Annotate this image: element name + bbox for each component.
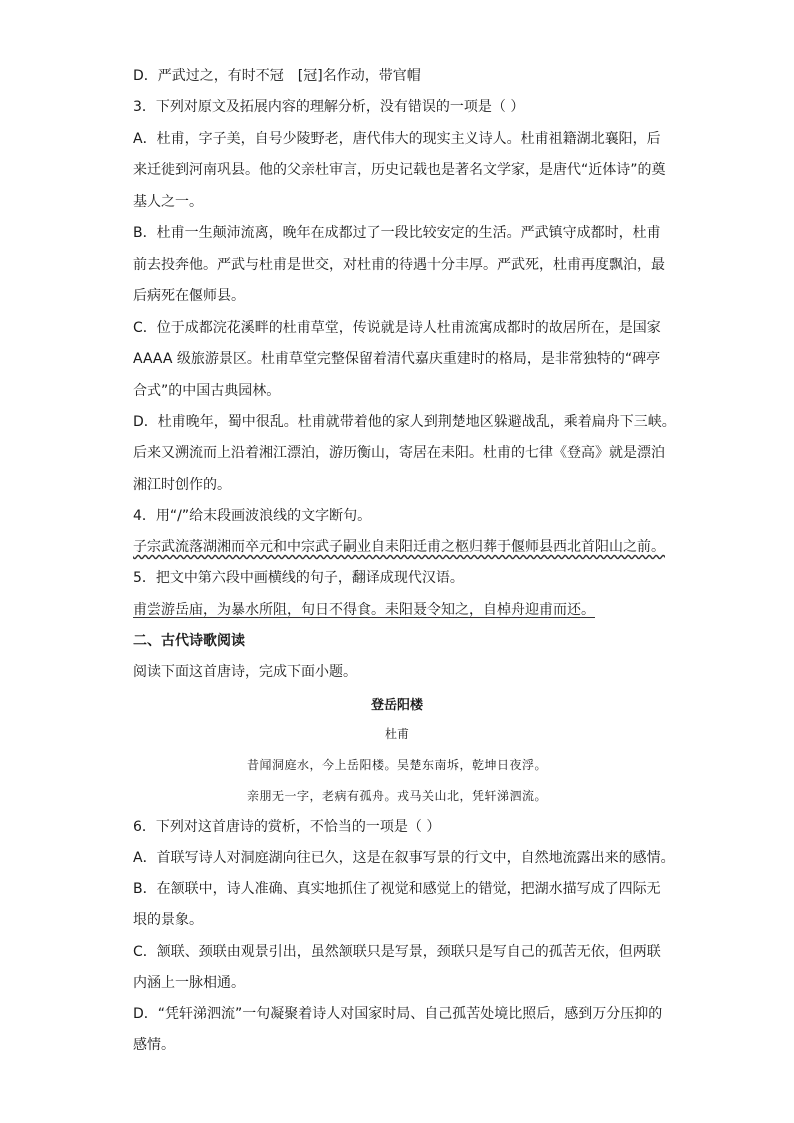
q3-option-b-line2: 前去投奔他。严武与杜甫是世交，对杜甫的待遇十分丰厚。严武死，杜甫再度飘泊，最 bbox=[133, 257, 665, 273]
question-4: 4．用“/”给末段画波浪线的文字断句。 bbox=[133, 508, 372, 524]
q6-option-c-line1: C．颔联、颈联由观景引出，虽然颔联只是写景，颈联只是写自己的孤苦无依，但两联 bbox=[133, 944, 661, 960]
q3-option-a-line1: A．杜甫，字子美，自号少陵野老，唐代伟大的现实主义诗人。杜甫祖籍湖北襄阳，后 bbox=[133, 131, 661, 147]
poem-instruction: 阅读下面这首唐诗，完成下面小题。 bbox=[133, 664, 357, 680]
section-heading: 二、古代诗歌阅读 bbox=[133, 633, 245, 649]
punctuation-passage: 子宗武流落湖湘而卒元和中宗武子嗣业自耒阳迁甫之柩归葬于偃师县西北首阳山之前。 bbox=[133, 539, 665, 555]
translation-sentence: 甫尝游岳庙，为暴水所阻，旬日不得食。耒阳聂令知之，自棹舟迎甫而还。 bbox=[133, 602, 595, 618]
poem-author: 杜甫 bbox=[384, 727, 409, 741]
q3-option-d-line3: 湘江时创作的。 bbox=[133, 477, 231, 493]
poem-title: 登岳阳楼 bbox=[370, 698, 423, 713]
q3-option-b-line1: B．杜甫一生颠沛流离，晚年在成都过了一段比较安定的生活。严武镇守成都时，杜甫 bbox=[133, 225, 661, 241]
question-3: 3．下列对原文及拓展内容的理解分析，没有错误的一项是（ ） bbox=[133, 99, 525, 115]
q3-option-c-line1: C．位于成都浣花溪畔的杜甫草堂，传说就是诗人杜甫流寓成都时的故居所在，是国家 bbox=[133, 320, 661, 336]
q3-option-d-line2: 后来又溯流而上沿着湘江漂泊，游历衡山，寄居在耒阳。杜甫的七律《登高》就是漂泊 bbox=[133, 445, 665, 461]
q6-option-d-line1: D．“凭轩涕泗流”一句凝聚着诗人对国家时局、自己孤苦处境比照后，感到万分压抑的 bbox=[133, 1006, 663, 1022]
poem-line-2: 亲朋无一字，老病有孤舟。戎马关山北，凭轩涕泗流。 bbox=[246, 789, 547, 803]
q3-option-b-line3: 后病死在偃师县。 bbox=[133, 288, 245, 304]
q6-option-d-line2: 感情。 bbox=[133, 1037, 175, 1053]
q6-option-b-line2: 垠的景象。 bbox=[133, 912, 203, 928]
q3-option-d-line1: D．杜甫晚年，蜀中很乱。杜甫就带着他的家人到荆楚地区躲避战乱，乘着扁舟下三峡。 bbox=[133, 414, 676, 430]
q6-option-b-line1: B．在颔联中，诗人准确、真实地抓住了视觉和感觉上的错觉，把湖水描写成了四际无 bbox=[133, 881, 661, 897]
poem-line-1: 昔闻洞庭水，今上岳阳楼。吴楚东南坼，乾坤日夜浮。 bbox=[246, 758, 547, 772]
q3-option-a-line3: 基人之一。 bbox=[133, 194, 203, 210]
q6-option-c-line2: 内涵上一脉相通。 bbox=[133, 975, 245, 991]
q6-option-a: A．首联写诗人对洞庭湖向往已久，这是在叙事写景的行文中，自然地流露出来的感情。 bbox=[133, 850, 675, 866]
option-d-q2: D．严武过之，有时不冠 [冠]名作动，带官帽 bbox=[133, 68, 421, 84]
q3-option-c-line3: 合式”的中国古典园林。 bbox=[133, 383, 281, 399]
q3-option-c-line2: AAAA 级旅游景区。杜甫草堂完整保留着清代嘉庆重建时的格局，是非常独特的“碑亭 bbox=[133, 351, 661, 367]
q3-option-a-line2: 来迁徙到河南巩县。他的父亲杜审言，历史记载也是著名文学家，是唐代“近体诗”的奠 bbox=[133, 162, 666, 178]
question-6: 6．下列对这首唐诗的赏析，不恰当的一项是（ ） bbox=[133, 819, 441, 835]
question-5: 5．把文中第六段中画横线的句子，翻译成现代汉语。 bbox=[133, 570, 464, 586]
